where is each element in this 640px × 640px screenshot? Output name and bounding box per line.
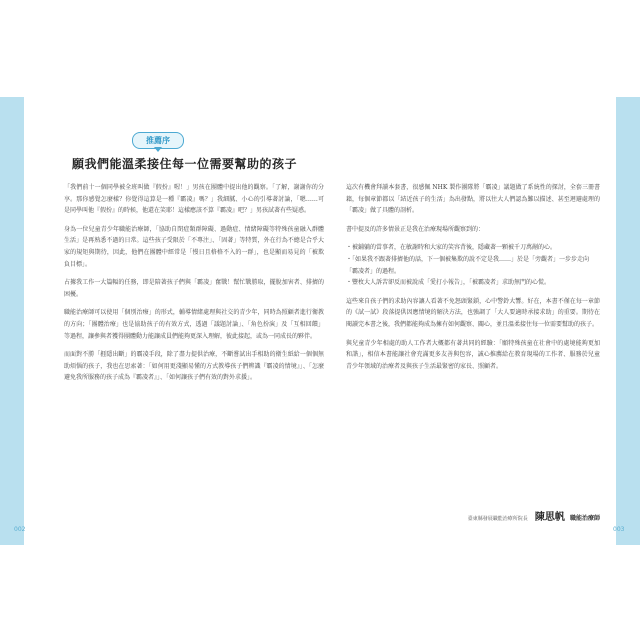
right-paragraph: 這次有機會拜讀本套書，很感佩 NHK 製作團隊將「霸凌」議題做了系統性的探討，全套三冊書籍，每個章節都以「結近孩子的生活」為出發點，將以往大人們認為難以描述、甚至迴避處理的「霸凌」做了具體的剖析。 (346, 184, 600, 215)
observation-item: ・豐枚大人訴苦卻反而被說成「愛打小報告」，「被霸凌者」求助無門的心慌。 (346, 279, 551, 287)
observation-item: ・「如果我不跟著排擠他的話，下一個被集欺的說不定是我……」於是「旁觀者」一步步走向「霸凌者」的過程。 (346, 255, 590, 275)
left-paragraph: 占據我工作一大篇幅的任務，即是陪著孩子們與「霸凌」奮戰！幫忙戰勝取，擺脫加害者、排擠的困擾。 (64, 279, 324, 298)
left-column (64, 182, 324, 391)
signature-role: 職能治療師 (569, 515, 600, 522)
left-paragraph: 身為一位兒童青少年職能治療師，「協助自閉症類群障礙、過動症、情緒障礙等特殊孩童融入群體生活」是再熟悉不過的日常。這些孩子受限於「不專注」、「固著」等特質，外在行為不總是合乎大家的規矩與期待，因此，他們在團體中經常是「慢日且格格不入的一群」，也是顯而易見的「被欺負目標」。 (64, 225, 324, 268)
foreword-badge: 推薦序 (132, 132, 184, 149)
left-paragraph: 職能治療師可以使用「個別治療」的形式，輔導情緒處理與社交的青少年，同時為照顧者進行衛教的方向；「團體治療」也是協助孩子的有效方式，透過「議題討論」、「角色扮演」及「互相回饋」等過程，讓參與者獲得團體動力能讓成員們能夠更深入理解，彼此接起，或為一同成長的夥伴。 (64, 309, 324, 340)
foreword-title: 願我們能溫柔接住每一位需要幫助的孩子 (72, 157, 298, 171)
signature (426, 505, 600, 524)
observation-item: ・被鋪躺的當事者，在敏謝時和大家的笑容背後，隱藏著一顆被千刀萬剮的心。 (346, 244, 557, 252)
badge-pointer (154, 147, 162, 152)
right-column (346, 182, 600, 379)
page-number-right: 003 (613, 526, 625, 533)
signature-name: 陳思帆 (534, 512, 565, 523)
signature-affiliation: 臺東縣發展職能治療所院長 (467, 516, 528, 522)
left-paragraph: 而面對不勝「捱隱出斷」的霸凌手段，除了盡力提供治療，不斷嘗試出手相助的衛生紙給一個個無助煩惱的孩子，我也在思索著：「如何用更淺顯易懂的方式教導孩子們辨識『霸凌的情境』」、「怎麼避免我所服務的孩子成為『霸凌者』」、「如何讓孩子們有效的對外求援」。 (64, 351, 324, 382)
right-paragraph: 這些來自孩子們的求助內容讓人看著不免怒頭緊鎖，心中警鈴大響。好在，本書不僅在每一章節的《試一試》段落提供因應情境的解決方法，也強調了「大人要適時承接求助」的重要。期待在閱讀完本書之後，我們都能夠成為擁有如何觀察、關心，並且溫柔接住每一位需要幫助的孩子。 (346, 297, 600, 328)
observation-list (346, 242, 600, 288)
right-paragraph: 與兒童青少年相處的助人工作者大概都有著共同的經驗：「願特殊孩童在社會中的處境能夠更加和諧」，相信本書能讓社會充滿更多友善與包容，誠心推薦給在教育現場的工作者、服務於兒童青少年領域的治療者及與孩子生活最緊密的家長、照顧者。 (346, 339, 600, 370)
page-number-left: 002 (14, 526, 26, 533)
left-paragraph: 「我們前十一個同學被全班叫做『假扮』喔！」男孩在團體中提出他的觀察。「了解，謝謝你的分享。那你感覺怎麼樣？你覺得這算是一種『霸凌』嗎？」我細膩、小心的引導著討論，「嗯……可是同學叫他『假扮』的時候，他還在笑耶！這樣應該不算『霸凌』吧？」男孩試著有些疑惑。 (64, 184, 324, 215)
right-paragraph: 書中提及的許多情景正是我在治療現場所觀察到的： (346, 225, 485, 233)
